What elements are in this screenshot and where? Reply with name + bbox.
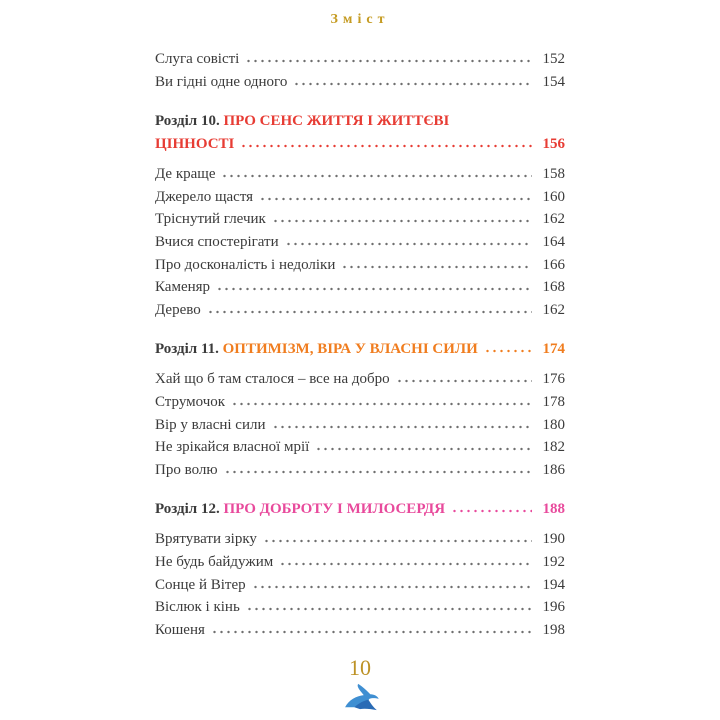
entry-page-number: 152	[542, 51, 565, 67]
entry-label	[155, 231, 279, 254]
chapter-row	[155, 338, 565, 361]
chapter-title: ПРО ДОБРОТУ І МИЛОСЕРДЯ	[223, 501, 446, 518]
chapter-entries	[155, 368, 565, 481]
entry-text: Сонце й Вітер	[155, 576, 246, 593]
toc-entry	[155, 436, 565, 459]
chapter-entries	[155, 528, 565, 641]
entry-text: Вчися спостерігати	[155, 233, 279, 250]
toc-entry	[155, 528, 565, 551]
entry-label	[155, 110, 449, 133]
chapter-title: ЦІННОСТІ	[155, 136, 235, 153]
entry-page-number: 186	[542, 461, 565, 478]
entry-label	[155, 414, 266, 437]
toc-entry	[155, 414, 565, 437]
entry-text: Каменяр	[155, 279, 211, 296]
entry-page-number: 154	[542, 73, 565, 90]
dot-leader	[285, 242, 532, 246]
dot-leader	[279, 562, 532, 566]
entry-text: Де краще	[155, 166, 216, 183]
toc-entry	[155, 254, 565, 277]
entry-text: Струмочок	[155, 393, 226, 410]
dot-leader	[396, 379, 532, 383]
table-of-contents	[155, 48, 565, 641]
dot-leader	[252, 585, 532, 589]
dot-leader	[293, 82, 532, 86]
dot-leader	[272, 219, 532, 223]
toc-entry	[155, 71, 565, 94]
toc-section	[155, 48, 565, 93]
entry-label	[155, 276, 210, 299]
dot-leader	[240, 144, 532, 148]
entry-page-number: 166	[542, 256, 565, 273]
entry-label	[155, 208, 266, 231]
toc-entry	[155, 208, 565, 231]
toc-section	[155, 338, 565, 481]
toc-entry	[155, 299, 565, 322]
dot-leader	[484, 349, 532, 353]
entry-page-number: 164	[542, 233, 565, 250]
entry-page-number: 178	[542, 393, 565, 410]
entry-text: Врятувати зірку	[155, 531, 257, 548]
entry-text: Тріснутий глечик	[155, 211, 266, 228]
entry-text: Дерево	[155, 301, 201, 318]
chapter-entries	[155, 163, 565, 321]
entry-page-number: 176	[542, 371, 565, 388]
chapter-entries	[155, 48, 565, 93]
toc-section	[155, 110, 565, 321]
entry-text: Про волю	[155, 461, 218, 478]
entry-page-number: 162	[542, 301, 565, 318]
entry-label	[155, 71, 287, 94]
entry-page-number: 158	[542, 166, 565, 183]
entry-page-number: 196	[542, 599, 565, 616]
entry-page-number: 162	[542, 211, 565, 228]
chapter-title-line	[155, 110, 565, 133]
entry-label	[155, 186, 253, 209]
entry-text: Кошеня	[155, 621, 205, 638]
entry-label	[155, 551, 273, 574]
entry-label	[155, 368, 390, 391]
entry-label	[155, 48, 239, 71]
dot-leader	[341, 265, 532, 269]
toc-entry	[155, 459, 565, 482]
toc-entry	[155, 551, 565, 574]
chapter-row	[155, 498, 565, 521]
entry-page-number: 156	[542, 136, 565, 153]
chapter-heading	[155, 338, 565, 361]
chapter-row	[155, 133, 565, 156]
entry-page-number: 182	[542, 439, 565, 456]
entry-page-number: 160	[542, 188, 565, 205]
entry-text: Вір у власні сили	[155, 416, 266, 433]
toc-section	[155, 498, 565, 641]
entry-page-number: 174	[542, 341, 565, 358]
page-number: 10	[349, 655, 371, 680]
entry-text: Не будь байдужим	[155, 553, 274, 570]
entry-text: Ви гідні одне одного	[155, 73, 288, 90]
page-title: Зміст	[330, 12, 390, 27]
dot-leader	[263, 539, 532, 543]
entry-page-number: 180	[542, 416, 565, 433]
dot-leader	[216, 287, 532, 291]
dot-leader	[221, 174, 532, 178]
dot-leader	[315, 447, 532, 451]
entry-text: Про досконалість і недоліки	[155, 256, 336, 273]
toc-entry	[155, 596, 565, 619]
dot-leader	[451, 509, 532, 513]
page-footer	[0, 655, 720, 716]
toc-entry	[155, 48, 565, 71]
toc-entry	[155, 391, 565, 414]
entry-label	[155, 619, 205, 642]
dot-leader	[211, 630, 532, 634]
dot-leader	[224, 470, 532, 474]
entry-text: Джерело щастя	[155, 188, 254, 205]
bird-icon	[0, 683, 720, 716]
entry-label	[155, 391, 225, 414]
entry-label	[155, 459, 218, 482]
entry-label	[155, 338, 478, 361]
entry-page-number: 168	[542, 279, 565, 296]
entry-text: Віслюк і кінь	[155, 599, 240, 616]
entry-label	[155, 163, 215, 186]
dot-leader	[259, 197, 532, 201]
entry-page-number: 188	[542, 501, 565, 518]
entry-page-number: 190	[542, 531, 565, 548]
dot-leader	[207, 310, 532, 314]
entry-text: Не зрікайся власної мрії	[155, 439, 310, 456]
dot-leader	[272, 425, 532, 429]
entry-label	[155, 574, 246, 597]
toc-entry	[155, 619, 565, 642]
toc-entry	[155, 574, 565, 597]
entry-label	[155, 528, 257, 551]
chapter-prefix: Розділ 10.	[155, 113, 224, 130]
entry-label	[155, 299, 201, 322]
entry-label	[155, 133, 234, 156]
chapter-title: ПРО СЕНС ЖИТТЯ І ЖИТТЄВІ	[223, 113, 450, 130]
toc-entry	[155, 276, 565, 299]
chapter-heading	[155, 498, 565, 521]
dot-leader	[231, 402, 532, 406]
toc-entry	[155, 231, 565, 254]
dot-leader	[245, 59, 532, 63]
chapter-prefix: Розділ 12.	[155, 501, 224, 518]
entry-text: Хай що б там сталося – все на добро	[155, 371, 390, 388]
chapter-heading	[155, 110, 565, 156]
entry-label	[155, 596, 240, 619]
chapter-prefix: Розділ 11.	[155, 341, 223, 358]
chapter-title: ОПТИМІЗМ, ВІРА У ВЛАСНІ СИЛИ	[222, 341, 478, 358]
dot-leader	[246, 607, 532, 611]
toc-entry	[155, 186, 565, 209]
entry-label	[155, 498, 445, 521]
entry-page-number: 194	[542, 576, 565, 593]
entry-page-number: 198	[542, 621, 565, 638]
entry-label	[155, 254, 335, 277]
entry-label	[155, 436, 309, 459]
entry-page-number: 192	[542, 553, 565, 570]
toc-entry	[155, 163, 565, 186]
entry-text: Слуга совісті	[155, 51, 240, 67]
toc-entry	[155, 368, 565, 391]
